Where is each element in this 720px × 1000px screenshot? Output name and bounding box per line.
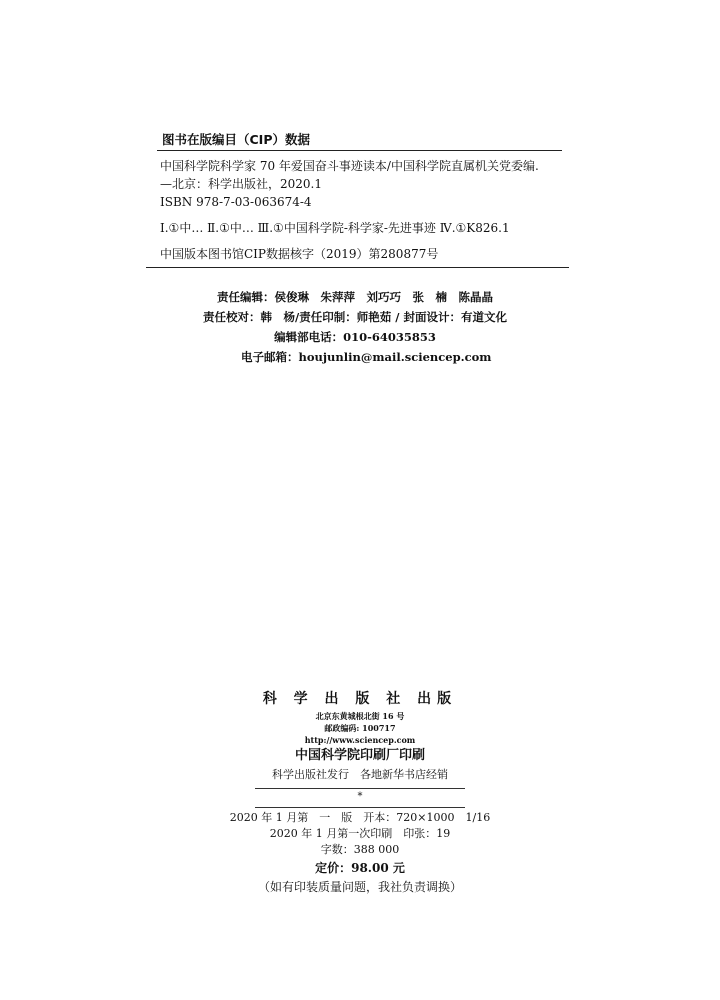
printing-info: 2020 年 1 月第一次印刷 印张：19 [269,827,451,840]
proofing-credits: 责任校对：韩 杨/责任印制：师艳茹 / 封面设计：有道文化 [203,310,507,324]
cip-classification: Ⅰ.①中… Ⅱ.①中… Ⅲ.①中国科学院-科学家-先进事迹 Ⅳ.①K826.1 [160,221,510,235]
colophon-rule-2 [255,807,465,808]
colophon-block [200,688,520,896]
cip-line-title: 中国科学院科学家 70 年爱国奋斗事迹读本/中国科学院直属机关党委编. [160,159,539,173]
cip-block [160,130,580,268]
publisher-address: 北京东黄城根北街 16 号 [315,711,405,721]
edition-info: 2020 年 1 月第 一 版 开本：720×1000 1/16 [229,811,491,824]
editors-block [140,287,570,367]
cip-top-rule [157,150,562,151]
editorial-phone: 编辑部电话：010-64035853 [274,330,436,344]
distribution: 科学出版社发行 各地新华书店经销 [272,768,448,781]
cip-verification: 中国版本图书馆CIP数据核字（2019）第280877号 [160,247,439,261]
quality-note: （如有印装质量问题，我社负责调换） [257,880,462,894]
word-count: 字数：388 000 [320,843,400,856]
publisher-url: http://www.sciencep.com [304,735,416,745]
responsible-editors: 责任编辑：侯俊琳 朱萍萍 刘巧巧 张 楠 陈晶晶 [217,290,493,304]
publisher-name: 科 学 出 版 社 出版 [262,691,458,707]
cip-line-publisher: —北京：科学出版社，2020.1 [160,177,322,191]
cip-bottom-rule [146,267,569,268]
price: 定价：98.00 元 [315,861,405,875]
star-mark: * [357,791,363,802]
publisher-postcode: 邮政编码: 100717 [324,723,396,733]
editorial-email: 电子邮箱：houjunlin@mail.sciencep.com [241,350,492,364]
cip-title: 图书在版编目（CIP）数据 [162,132,310,147]
colophon-rule [255,788,465,789]
printer-name: 中国科学院印刷厂印刷 [294,748,425,763]
cip-line-isbn: ISBN 978-7-03-063674-4 [160,195,312,209]
